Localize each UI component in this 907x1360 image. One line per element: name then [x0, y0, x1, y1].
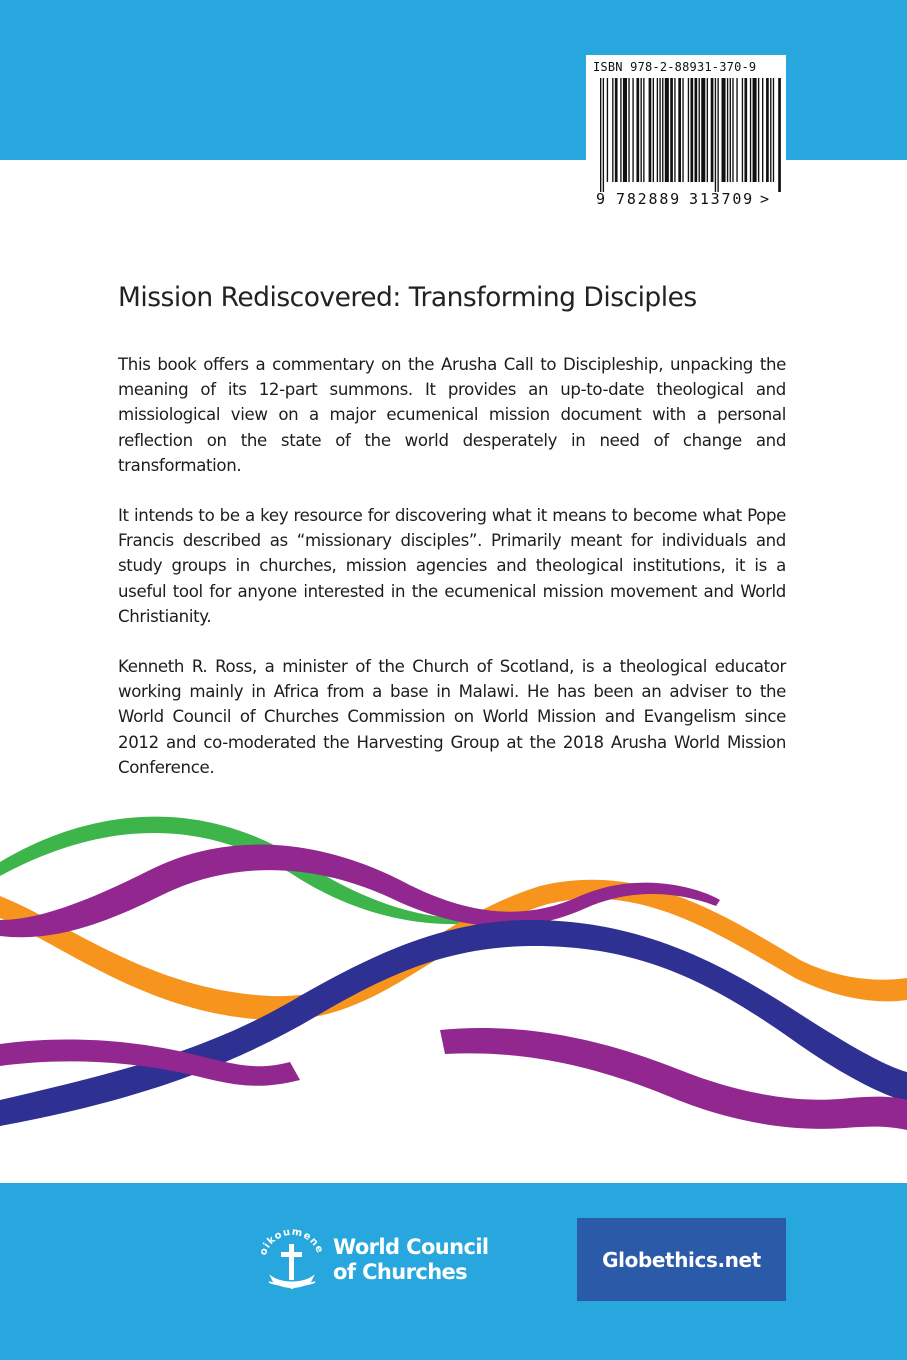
- barcode-digit-first: 9: [596, 190, 606, 208]
- oikoumene-logo-icon: [255, 1222, 329, 1296]
- barcode-bars: [600, 78, 782, 192]
- barcode-arrow: >: [760, 190, 770, 208]
- isbn-label: ISBN 978-2-88931-370-9: [593, 60, 757, 74]
- globethics-logo: [577, 1218, 786, 1301]
- barcode-digits-left: 782889: [616, 190, 681, 208]
- wcc-wordmark: [333, 1235, 489, 1285]
- book-title: Mission Rediscovered: Transforming Disciples: [118, 282, 697, 313]
- blurb: [118, 352, 786, 805]
- wcc-name-line1: World Council: [333, 1235, 489, 1259]
- oikoumene-logo-text: oikoumene: [257, 1226, 326, 1257]
- globethics-wordmark: Globethics.net: [602, 1247, 761, 1272]
- decorative-ribbons: [0, 800, 907, 1130]
- barcode-digits: [596, 190, 782, 208]
- blurb-paragraph-2: It intends to be a key resource for discovering what it means to become what Pope Francis described as “missionary disciples”. Primarily meant for individuals and study groups in churches, mission agencies and theological institutions, it is a useful tool for anyone interested in the ecumenical mission movement and World Christianity.: [118, 506, 786, 626]
- purple-ribbon-upper: [0, 845, 720, 938]
- wcc-name-line2: of Churches: [333, 1260, 468, 1284]
- blurb-paragraph-3: Kenneth R. Ross, a minister of the Church of Scotland, is a theological educator working mainly in Africa from a base in Malawi. He has been an adviser to the World Council of Churches Commission on World Mission and Evangelism since 2012 and co-moderated the Harvesting Group at the 2018 Arusha World Mission Conference.: [118, 657, 786, 777]
- blurb-paragraph-1: This book offers a commentary on the Arusha Call to Discipleship, unpacking the meaning of its 12-part summons. It provides an up-to-date theological and missiological view on a major ecumenical mission document with a personal reflection on the state of the world desperately in need of change and transformation.: [118, 355, 786, 475]
- barcode-digits-right: 313709: [689, 190, 754, 208]
